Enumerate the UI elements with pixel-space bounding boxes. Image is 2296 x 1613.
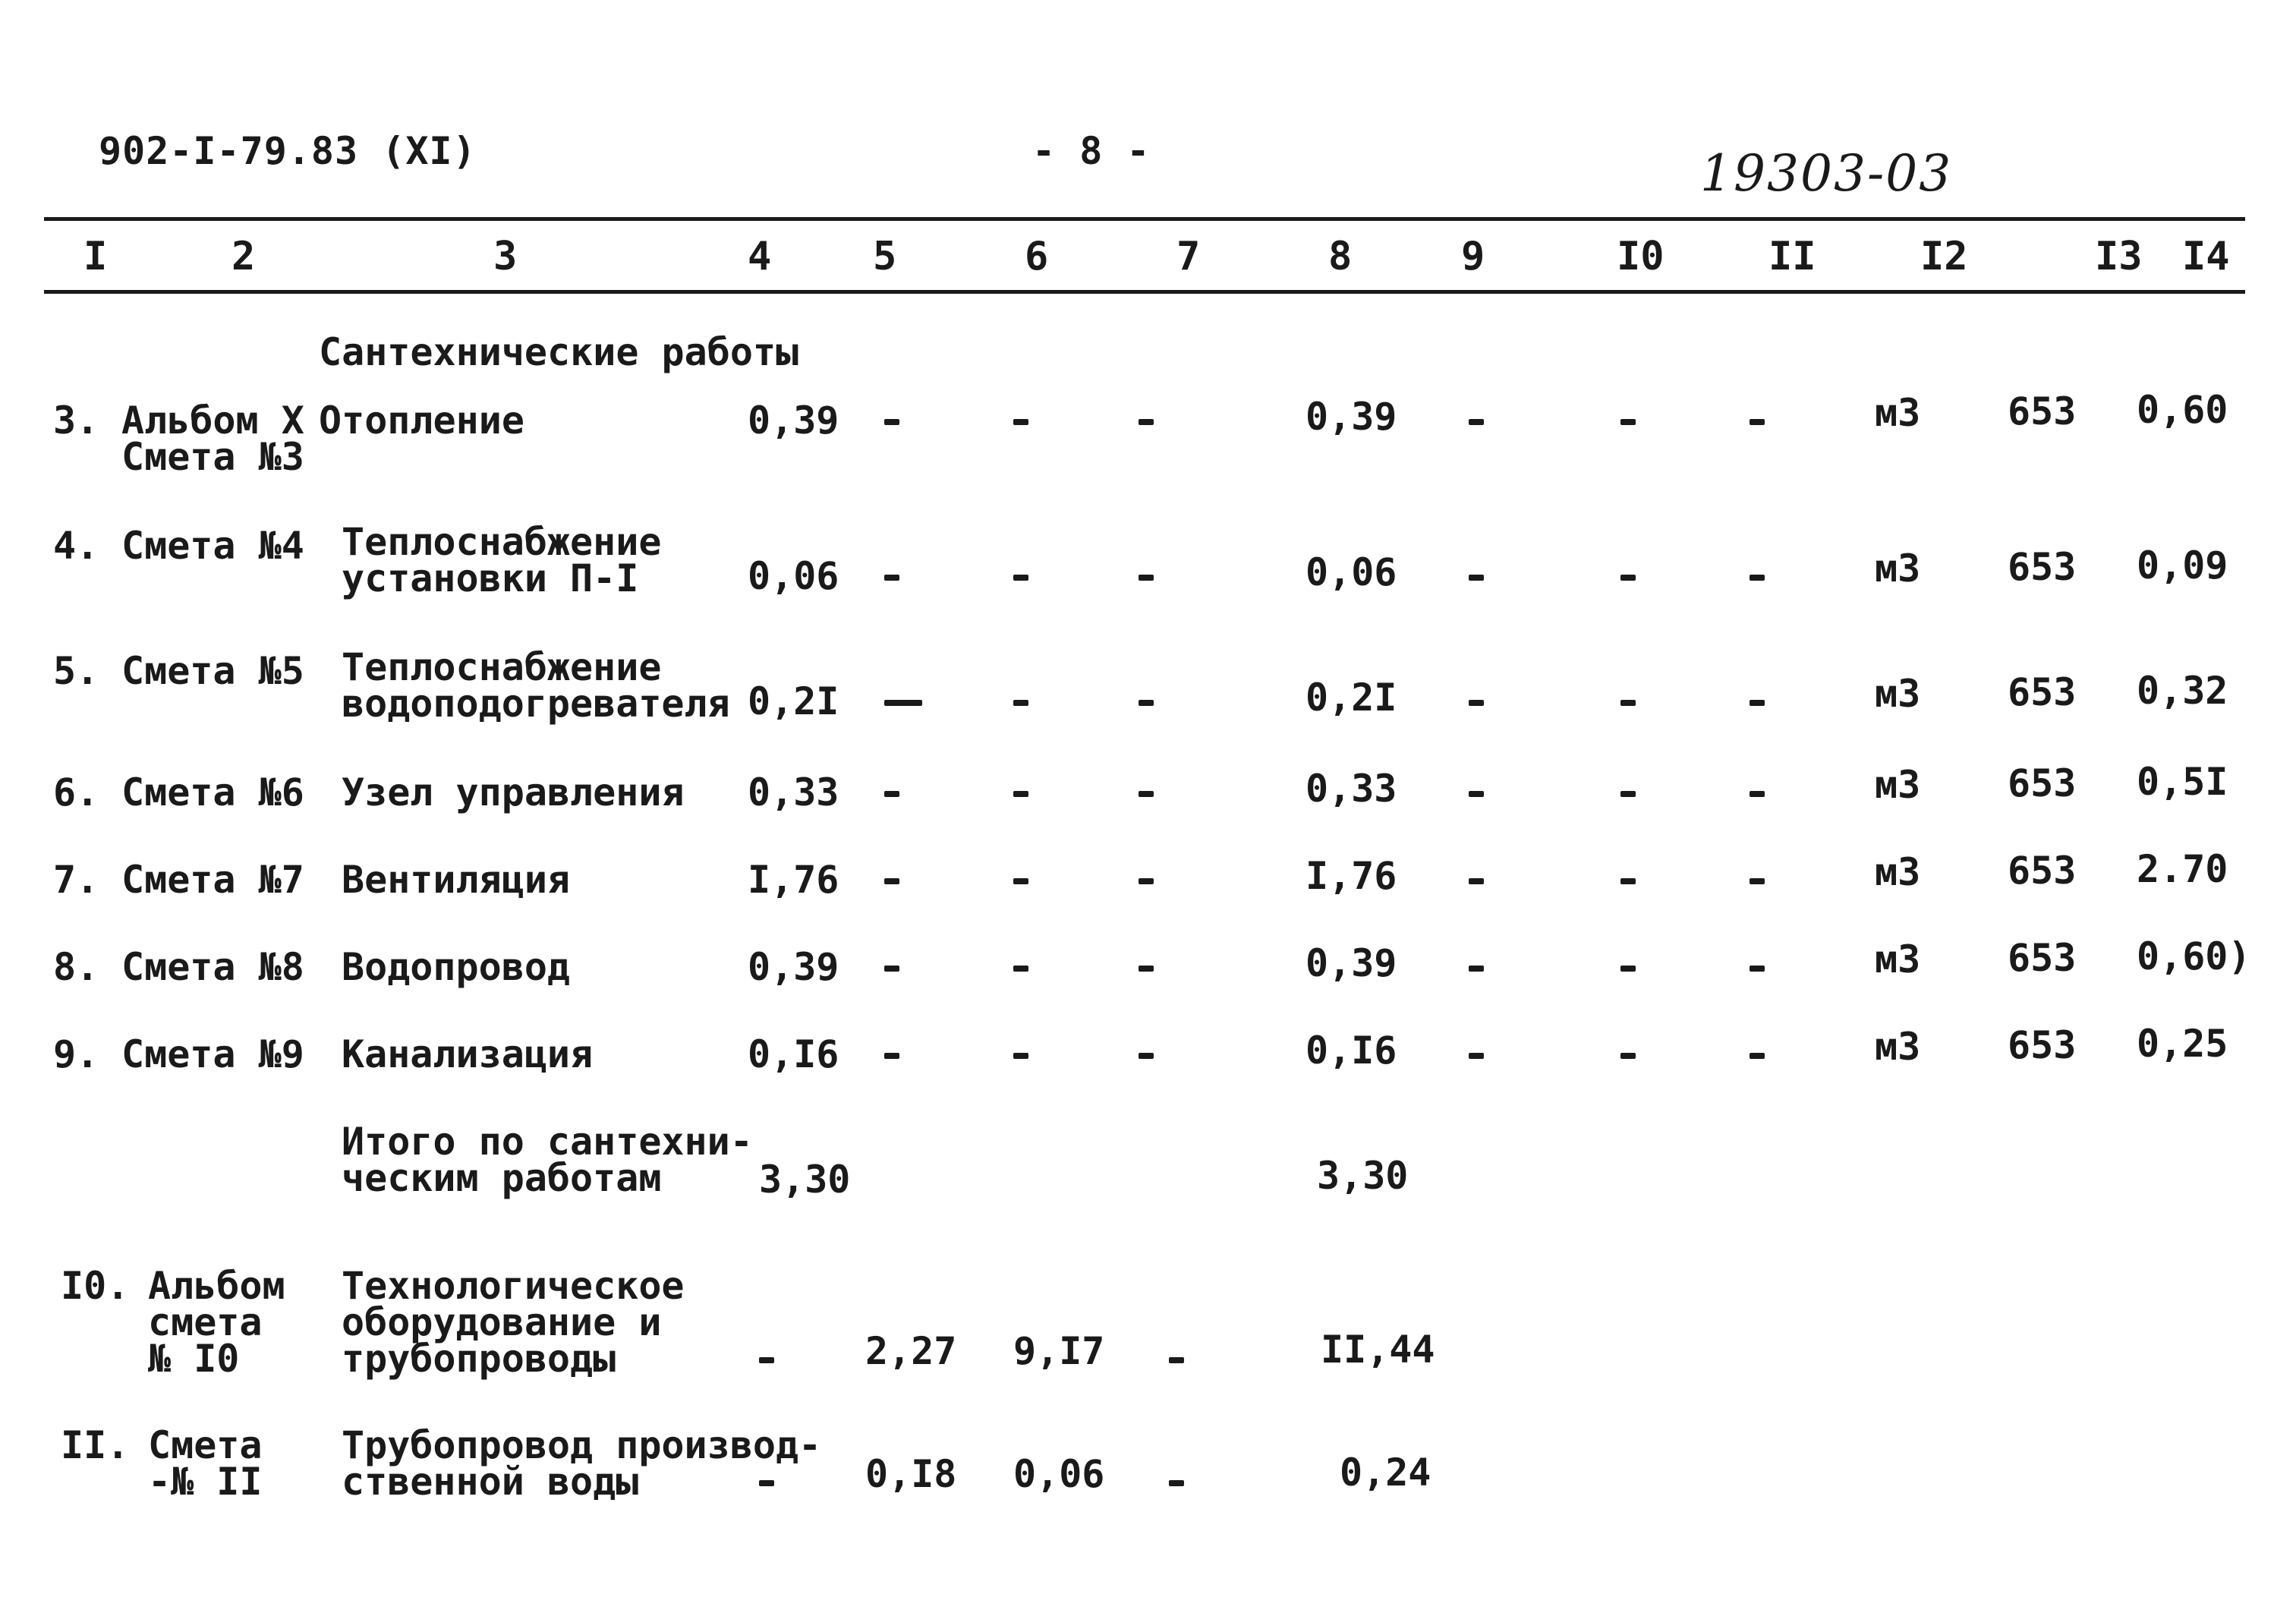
value-col4: [759, 1480, 774, 1486]
work-name-line: Теплоснабжение: [342, 520, 662, 564]
estimate-reference: [121, 770, 304, 814]
value-col14: 0,60: [2137, 388, 2228, 432]
value-col14: 0,32: [2137, 669, 2228, 713]
value-col6: [1013, 791, 1028, 797]
estimate-reference-line: Смета №4: [121, 524, 304, 568]
work-name-line: водоподогревателя: [342, 682, 730, 726]
column-number: I4: [2182, 234, 2230, 279]
row-number: I0.: [61, 1264, 130, 1308]
estimate-reference-line: Альбом X: [121, 399, 304, 443]
value-col14: 2.70: [2137, 847, 2228, 891]
work-name: [342, 645, 730, 726]
value-col11: [1750, 700, 1765, 706]
work-name-line: установки П-I: [342, 556, 639, 600]
value-col9: [1469, 791, 1484, 797]
value-col6: [1013, 700, 1028, 706]
column-number: 6: [1025, 234, 1049, 279]
value-col4: 0,39: [748, 945, 839, 989]
row-number: 6.: [53, 770, 99, 814]
work-name: [342, 520, 662, 600]
unit: м3: [1875, 1025, 1921, 1069]
work-name-line: Узел управления: [342, 770, 685, 814]
value-col4: 0,33: [748, 770, 839, 814]
value-col10: [1620, 1053, 1636, 1059]
column-number: 3: [493, 234, 518, 279]
value-col5: [884, 966, 899, 972]
column-number: I: [83, 234, 108, 279]
value-col14: 0,5I: [2137, 760, 2228, 804]
document-code: 902-I-79.83 (XI): [99, 129, 477, 173]
value-col5: [884, 419, 899, 425]
total-label: [342, 1120, 753, 1200]
value-col5: [884, 1053, 899, 1059]
value-col9: [1469, 419, 1484, 425]
work-name: [342, 858, 571, 902]
value-col6: 0,06: [1013, 1452, 1105, 1496]
value-col4: [759, 1357, 774, 1363]
value-col11: [1750, 791, 1765, 797]
value-col6: [1013, 966, 1028, 972]
value-col8: 0,33: [1305, 767, 1397, 811]
column-number: 9: [1461, 234, 1485, 279]
estimate-reference: [121, 858, 304, 902]
value-col7: [1139, 791, 1154, 797]
row-number: 4.: [53, 524, 99, 568]
estimate-reference-line: Смета №7: [121, 858, 304, 902]
total-label-line: Итого по сантехни-: [342, 1120, 753, 1164]
estimate-reference-line: Смета №8: [121, 945, 304, 989]
value-col7: [1139, 878, 1154, 884]
work-name-line: Трубопровод производ-: [342, 1423, 822, 1467]
value-col8: 0,39: [1305, 395, 1397, 439]
page-number: - 8 -: [1032, 129, 1151, 173]
value-col11: [1750, 1053, 1765, 1059]
value-col10: [1620, 966, 1636, 972]
section-title: Сантехнические работы: [319, 330, 799, 374]
value-col6: 9,I7: [1013, 1329, 1105, 1373]
column-number: I3: [2095, 234, 2143, 279]
value-col9: [1469, 966, 1484, 972]
row-number: 9.: [53, 1032, 99, 1076]
value-col4: 0,I6: [748, 1032, 839, 1076]
value-col13: 653: [2008, 1023, 2077, 1067]
value-col10: [1620, 878, 1636, 884]
column-number: II: [1768, 234, 1816, 279]
column-number: 4: [748, 234, 772, 279]
value-col9: [1469, 700, 1484, 706]
header-bottom-rule: [44, 290, 2245, 294]
value-col5: [884, 791, 899, 797]
value-col8: 0,I6: [1305, 1029, 1397, 1073]
total-col8: 3,30: [1317, 1154, 1409, 1198]
value-col5: [884, 878, 899, 884]
row-number: 8.: [53, 945, 99, 989]
work-name-line: трубопроводы: [342, 1337, 616, 1381]
value-col13: 653: [2008, 545, 2077, 589]
column-number: I2: [1920, 234, 1968, 279]
value-col8: 0,24: [1340, 1451, 1431, 1495]
value-col11: [1750, 966, 1765, 972]
estimate-reference-line: -№ II: [148, 1460, 263, 1504]
work-name-line: Теплоснабжение: [342, 645, 662, 689]
value-col14: 0,25: [2137, 1022, 2228, 1066]
value-col6: [1013, 878, 1028, 884]
total-col4: 3,30: [759, 1158, 851, 1202]
value-col5: 2,27: [865, 1329, 957, 1373]
value-col11: [1750, 878, 1765, 884]
total-label-line: ческим работам: [342, 1156, 662, 1200]
value-col13: 653: [2008, 389, 2077, 433]
row-number: 3.: [53, 399, 99, 443]
column-number: 8: [1328, 234, 1353, 279]
value-col8: 0,39: [1305, 941, 1397, 985]
estimate-reference-line: Смета: [148, 1423, 263, 1467]
unit: м3: [1875, 763, 1921, 807]
column-number: 7: [1176, 234, 1201, 279]
estimate-reference: [148, 1423, 263, 1504]
value-col14: 0,60): [2137, 934, 2251, 978]
value-col6: [1013, 575, 1028, 581]
estimate-reference: [121, 399, 304, 479]
unit: м3: [1875, 547, 1921, 591]
work-name: [342, 1423, 822, 1504]
work-name-line: ственной воды: [342, 1460, 639, 1504]
value-col10: [1620, 791, 1636, 797]
value-col4: 0,39: [748, 399, 839, 443]
work-name-line: Канализация: [342, 1032, 594, 1076]
value-col5: [884, 700, 922, 706]
value-col7: [1139, 966, 1154, 972]
value-col9: [1469, 878, 1484, 884]
value-col6: [1013, 419, 1028, 425]
value-col7: [1169, 1357, 1184, 1363]
value-col8: I,76: [1305, 854, 1397, 898]
value-col8: II,44: [1321, 1328, 1435, 1372]
estimate-reference: [121, 1032, 304, 1076]
unit: м3: [1875, 672, 1921, 716]
value-col4: 0,2I: [748, 679, 839, 723]
value-col7: [1169, 1480, 1184, 1486]
top-rule: [44, 217, 2245, 221]
value-col8: 0,06: [1305, 550, 1397, 594]
estimate-reference-line: Альбом: [148, 1264, 285, 1308]
unit: м3: [1875, 850, 1921, 894]
value-col9: [1469, 1053, 1484, 1059]
value-col5: [884, 575, 899, 581]
estimate-reference: [121, 649, 304, 693]
value-col4: I,76: [748, 858, 839, 902]
column-number: 2: [231, 234, 256, 279]
value-col6: [1013, 1053, 1028, 1059]
estimate-reference-line: Смета №9: [121, 1032, 304, 1076]
value-col14: 0,09: [2137, 543, 2228, 588]
value-col7: [1139, 419, 1154, 425]
estimate-reference: [121, 945, 304, 989]
handwritten-code: 19303-03: [1700, 144, 1953, 203]
value-col11: [1750, 575, 1765, 581]
work-name: [342, 770, 685, 814]
estimate-reference-line: Смета №3: [121, 435, 304, 479]
work-name-line: Технологическое: [342, 1264, 685, 1308]
estimate-reference-line: Смета №5: [121, 649, 304, 693]
work-name: [319, 399, 524, 443]
value-col7: [1139, 700, 1154, 706]
value-col9: [1469, 575, 1484, 581]
value-col13: 653: [2008, 849, 2077, 893]
value-col10: [1620, 419, 1636, 425]
work-name-line: Вентиляция: [342, 858, 571, 902]
value-col10: [1620, 575, 1636, 581]
work-name-line: Водопровод: [342, 945, 571, 989]
row-number: 5.: [53, 649, 99, 693]
value-col13: 653: [2008, 761, 2077, 805]
value-col8: 0,2I: [1305, 676, 1397, 720]
unit: м3: [1875, 937, 1921, 981]
unit: м3: [1875, 391, 1921, 435]
row-number: II.: [61, 1423, 130, 1467]
estimate-reference-line: № I0: [148, 1337, 240, 1381]
estimate-reference-line: Смета №6: [121, 770, 304, 814]
column-number: I0: [1617, 234, 1665, 279]
estimate-reference: [148, 1264, 285, 1381]
work-name-line: Отопление: [319, 399, 524, 443]
work-name-line: оборудование и: [342, 1300, 662, 1344]
row-number: 7.: [53, 858, 99, 902]
work-name: [342, 1264, 685, 1381]
value-col11: [1750, 419, 1765, 425]
estimate-reference: [121, 524, 304, 568]
value-col10: [1620, 700, 1636, 706]
value-col13: 653: [2008, 670, 2077, 714]
value-col13: 653: [2008, 936, 2077, 980]
value-col7: [1139, 1053, 1154, 1059]
work-name: [342, 1032, 594, 1076]
estimate-reference-line: смета: [148, 1300, 263, 1344]
column-number: 5: [873, 234, 897, 279]
work-name: [342, 945, 571, 989]
value-col7: [1139, 575, 1154, 581]
value-col5: 0,I8: [865, 1452, 957, 1496]
value-col4: 0,06: [748, 554, 839, 598]
